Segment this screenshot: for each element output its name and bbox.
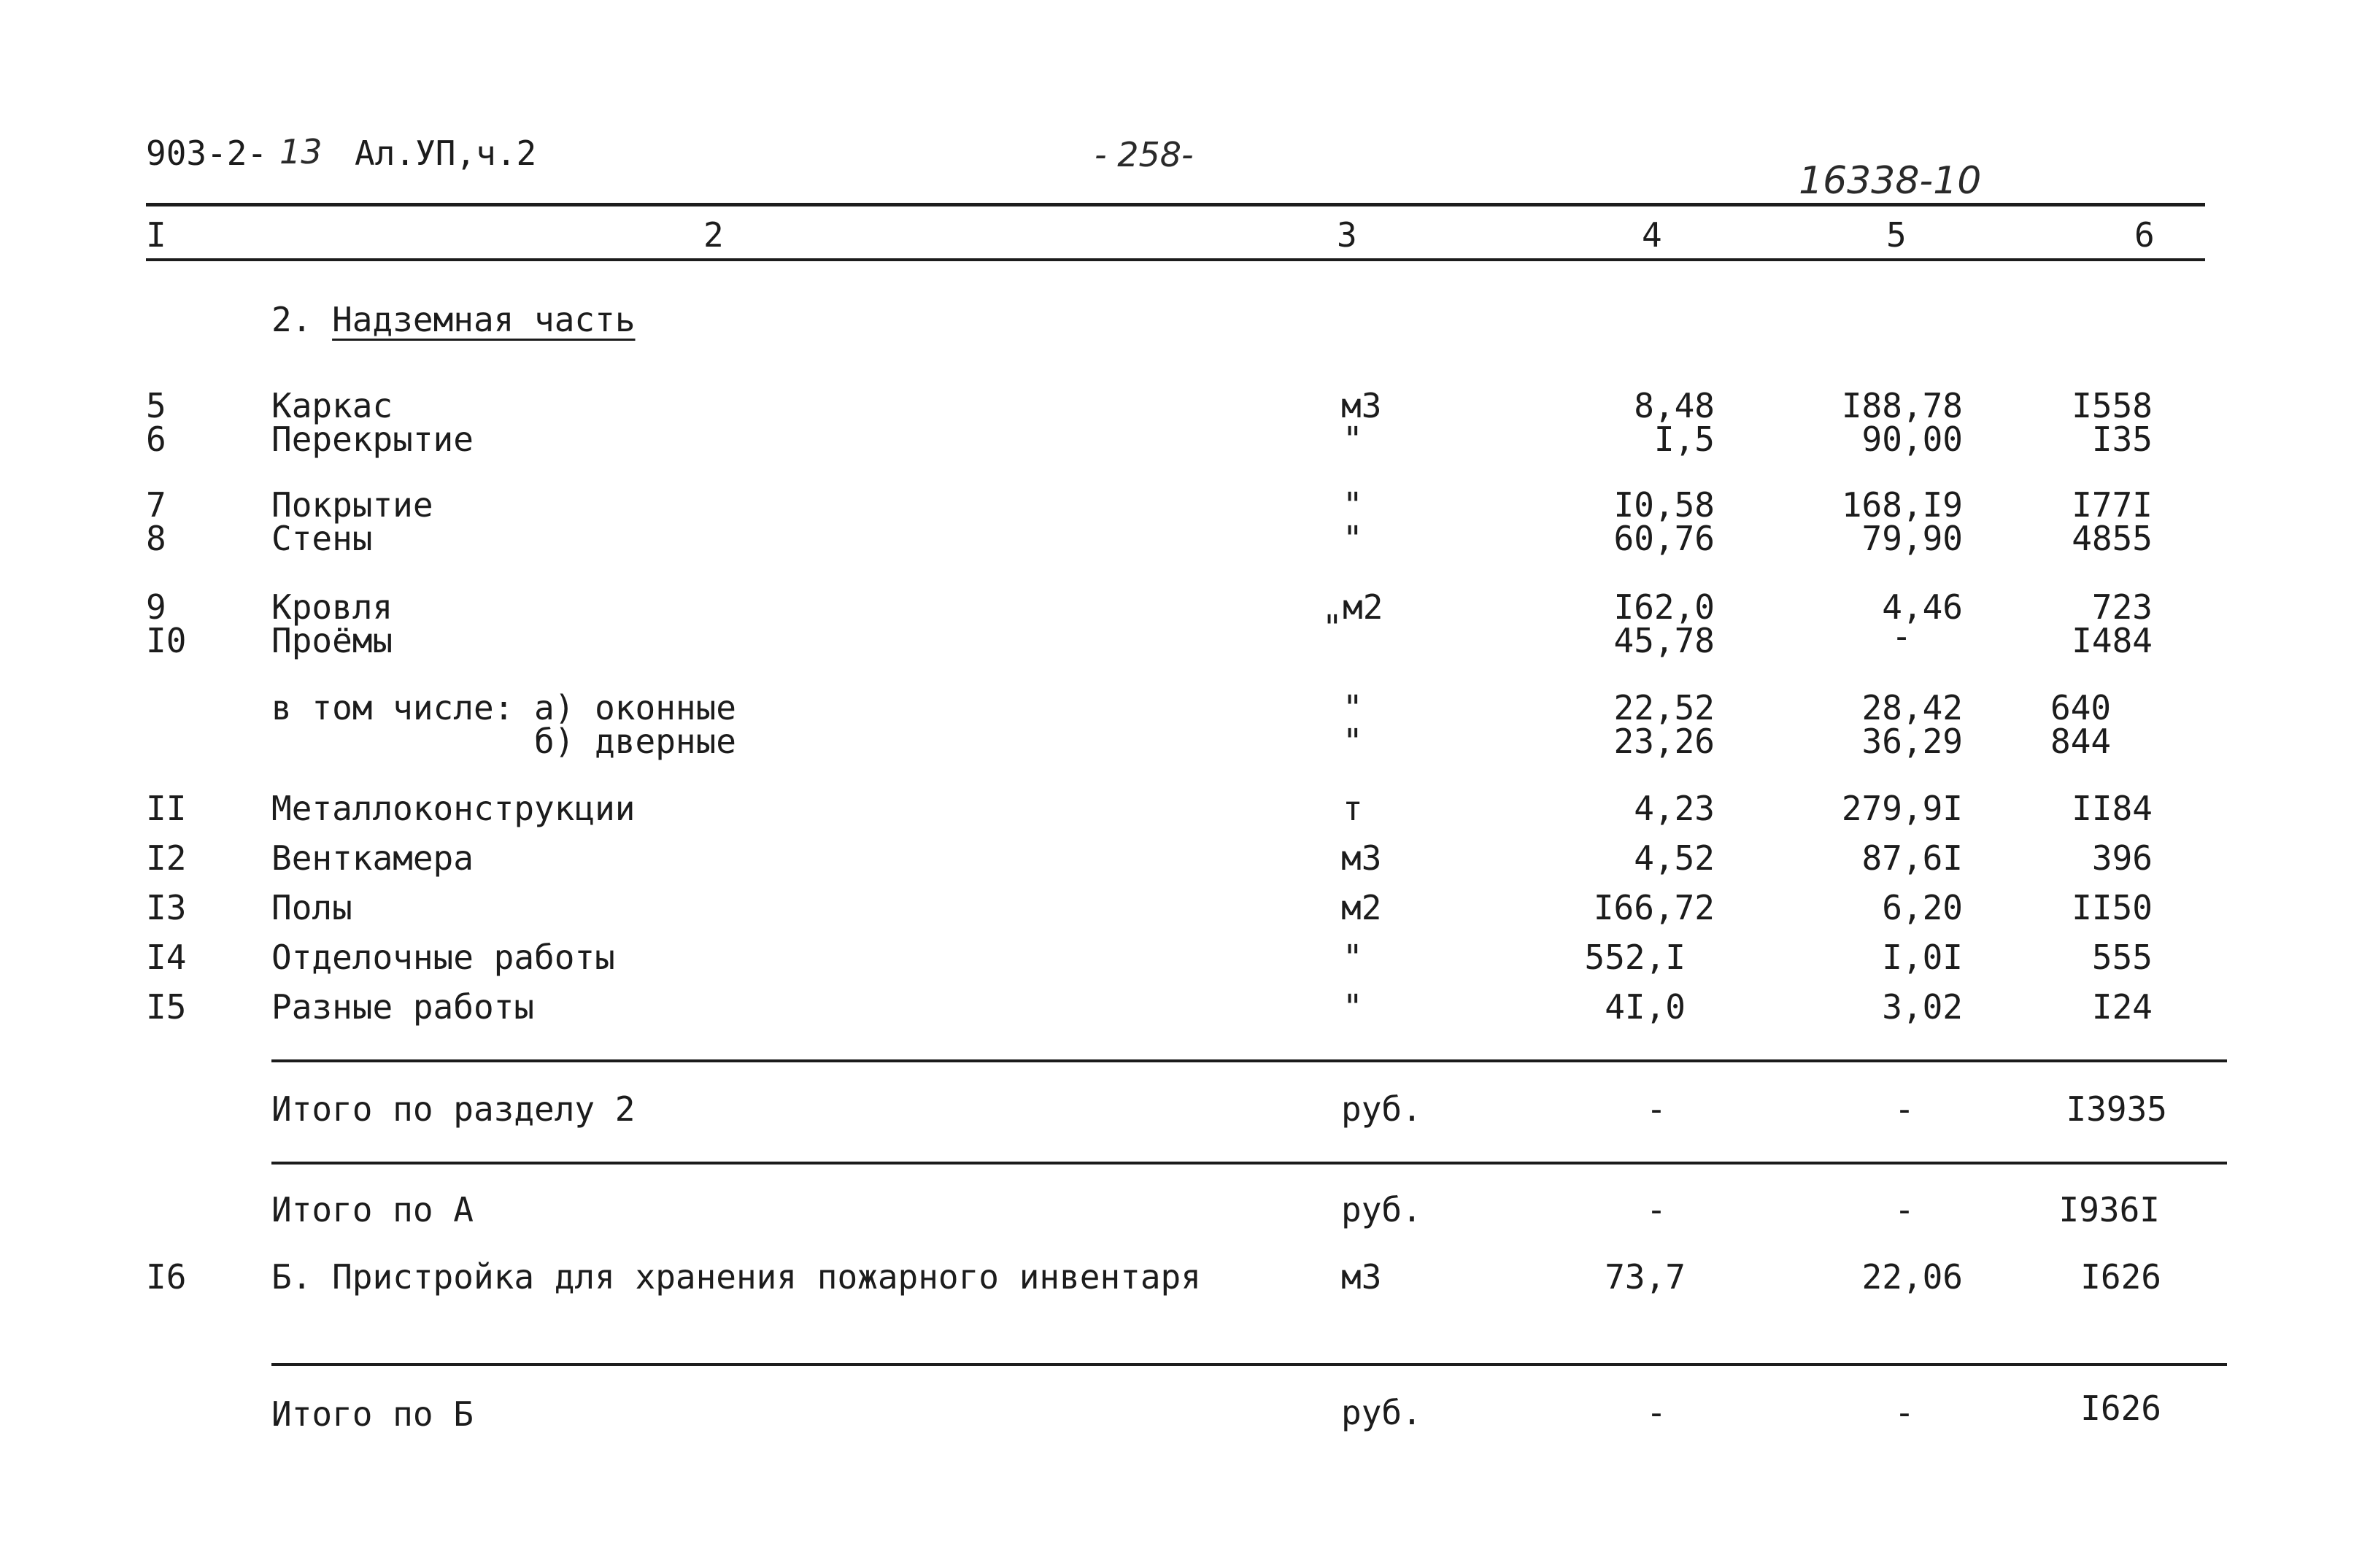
row-price: 3,02 [1882,987,1963,1027]
row-total: I24 [2091,987,2153,1027]
row-num: I4 [146,938,187,977]
total-a-unit: руб. [1341,1190,1422,1229]
total-a-qty: - [1646,1190,1667,1229]
total-section2-rule [271,1059,2227,1062]
total-section2-unit: руб. [1341,1089,1422,1129]
row-qty: 60,76 [1613,519,1715,558]
row-num: 5 [146,386,166,425]
total-a-rule [271,1162,2227,1165]
row-price: 90,00 [1861,420,1963,459]
row-name: Венткамера [271,838,474,878]
total-a-label: Итого по А [271,1190,474,1229]
header-bottom-rule [146,258,2205,261]
col-3-header: 3 [1337,215,1357,255]
row-unit: " [1343,420,1363,459]
row-unit: м2 [1341,888,1382,927]
row-qty: 4I,0 [1605,987,1686,1027]
row-total: 555 [2091,938,2153,977]
col-6-header: 6 [2134,215,2155,255]
row-total: II50 [2072,888,2153,927]
row-name: Кровля [271,587,393,627]
section-number: 2. [271,300,333,339]
row-qty: 4,52 [1634,838,1715,878]
section-title-text: Надземная часть [332,300,636,339]
row-qty: 552,I [1584,938,1686,977]
row-name: Стены [271,519,373,558]
row-price: 6,20 [1882,888,1963,927]
row-price: 28,42 [1861,688,1963,727]
col-5-header: 5 [1886,215,1907,255]
row-price: - [1891,617,1912,656]
row-unit: м3 [1341,1257,1382,1297]
row-price: 4,46 [1882,587,1963,627]
total-b-total: I626 [2080,1389,2161,1428]
row-total: 844 [2050,722,2112,761]
row-num: I6 [146,1257,187,1297]
row-qty: 4,23 [1634,789,1715,828]
section-title [271,302,636,337]
row-name: Металлоконструкции [271,789,636,828]
row-num: I3 [146,888,187,927]
row-unit: м2 [1343,587,1383,627]
total-b-qty: - [1646,1393,1667,1432]
row-price: I,0I [1882,938,1963,977]
row-qty: 73,7 [1605,1257,1686,1297]
row-name: Б. Пристройка для хранения пожарного инвентаря [271,1257,1201,1297]
row-name: б) дверные [271,722,736,761]
row-price: 36,29 [1861,722,1963,761]
row-name: в том числе: а) оконные [271,688,736,727]
row-qty: I62,0 [1613,587,1715,627]
header-top-rule [146,203,2205,206]
row-unit: " [1343,519,1363,558]
row-price: 87,6I [1861,838,1963,878]
row-unit: " [1343,688,1363,727]
row-unit: " [1343,722,1363,761]
row-num: 9 [146,587,166,627]
archive-number: 16338-10 [1799,159,1982,203]
col-4-header: 4 [1642,215,1662,255]
total-section2-label: Итого по разделу 2 [271,1089,636,1129]
row-total: I484 [2072,621,2153,660]
col-1-header: I [146,215,166,255]
doc-code-handwritten: 13 [279,132,323,171]
doc-code-prefix: 903-2- [146,134,268,173]
row-price: 22,06 [1861,1257,1963,1297]
row-total: 4855 [2072,519,2153,558]
col-2-header: 2 [703,215,724,255]
row-num: 7 [146,485,166,525]
doc-code-suffix: Ал.УП,ч.2 [355,134,537,173]
row-qty: 22,52 [1613,688,1715,727]
row-unit: " [1343,987,1363,1027]
row-num: I5 [146,987,187,1027]
row-num: 6 [146,420,166,459]
row-price: 79,90 [1861,519,1963,558]
total-a-total: I936I [2058,1190,2160,1229]
row-total: 723 [2091,587,2153,627]
row-total: 640 [2050,688,2112,727]
row-unit: " [1343,938,1363,977]
row-qty: 8,48 [1634,386,1715,425]
row-qty: 45,78 [1613,621,1715,660]
row-price: I88,78 [1841,386,1963,425]
row-num: I2 [146,838,187,878]
total-section2-qty: - [1646,1089,1667,1129]
row-name: Покрытие [271,485,433,525]
row-qty: I0,58 [1613,485,1715,525]
row-name: Полы [271,888,352,927]
row-unit: " [1322,608,1343,647]
row-total: I558 [2072,386,2153,425]
row-total: I626 [2080,1257,2161,1297]
row-name: Проёмы [271,621,393,660]
row-name: Отделочные работы [271,938,615,977]
total-section2-total: I3935 [2066,1089,2167,1129]
row-total: II84 [2072,789,2153,828]
row-price: 279,9I [1841,789,1963,828]
page-number: - 258- [1095,135,1194,174]
row-price: 168,I9 [1841,485,1963,525]
row-total: I77I [2072,485,2153,525]
row-name: Каркас [271,386,393,425]
row-qty: 23,26 [1613,722,1715,761]
row-total: 396 [2091,838,2153,878]
total-b-price: - [1894,1393,1915,1432]
total-b-rule [271,1363,2227,1366]
row-num: II [146,789,187,828]
total-b-label: Итого по Б [271,1394,474,1434]
row-unit: т [1343,789,1363,828]
row-num: I0 [146,621,187,660]
row-unit: м3 [1341,838,1382,878]
row-unit: " [1343,485,1363,525]
row-qty: I,5 [1653,420,1715,459]
row-name: Перекрытие [271,420,474,459]
row-unit: м3 [1341,386,1382,425]
total-section2-price: - [1894,1089,1915,1129]
row-qty: I66,72 [1593,888,1715,927]
total-b-unit: руб. [1341,1393,1422,1432]
row-total: I35 [2091,420,2153,459]
row-num: 8 [146,519,166,558]
row-name: Разные работы [271,987,535,1027]
total-a-price: - [1894,1190,1915,1229]
